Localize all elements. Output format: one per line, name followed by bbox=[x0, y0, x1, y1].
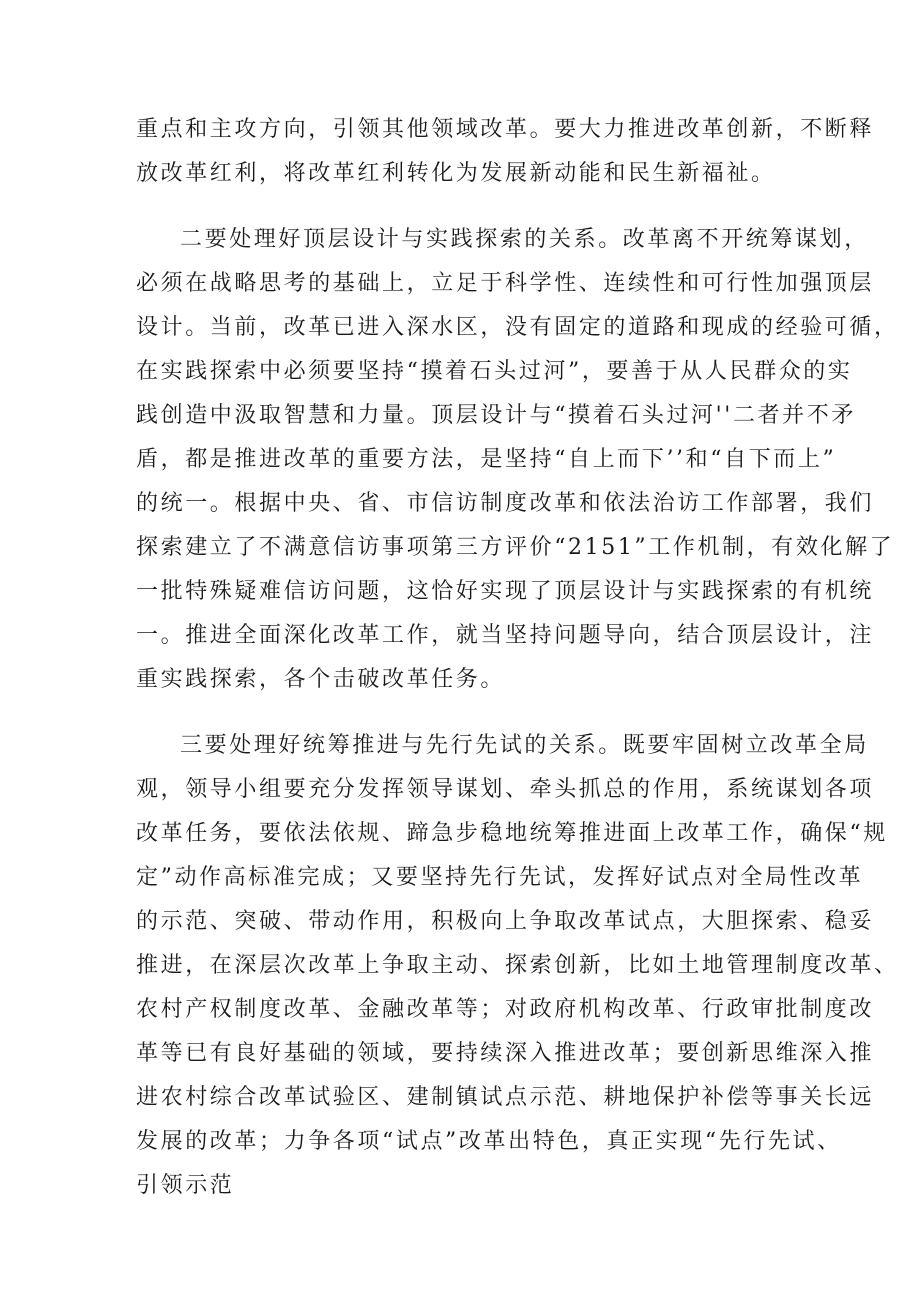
text-line: 在实践探索中必须要坚持“摸着石头过河”，要善于从人民群众的实 bbox=[136, 359, 853, 384]
text-line: 革等已有良好基础的领域，要持续深入推进改革；要创新思维深入推 bbox=[136, 1041, 875, 1066]
text-line: 盾，都是推进改革的重要方法，是坚持“自上而下’’和“自下而上” bbox=[136, 447, 837, 472]
paragraph-start-line: 三要处理好统筹推进与先行先试的关系。既要牢固树立改革全局 bbox=[180, 733, 869, 758]
text-line: 必须在战略思考的基础上，立足于科学性、连续性和可行性加强顶层 bbox=[136, 271, 875, 296]
text-line: 定”动作高标准完成；又要坚持先行先试，发挥好试点对全局性改革 bbox=[136, 865, 864, 890]
paragraph-start-line: 二要处理好顶层设计与实践探索的关系。改革离不开统筹谋划， bbox=[180, 227, 869, 252]
text-line: 的统一。根据中央、省、市信访制度改革和依法治访工作部署，我们 bbox=[136, 491, 875, 516]
text-line: 推进，在深层次改革上争取主动、探索创新，比如土地管理制度改革、 bbox=[136, 953, 899, 978]
text-line: 重实践探索，各个击破改革任务。 bbox=[136, 667, 506, 692]
text-line: 设计。当前，改革已进入深水区，没有固定的道路和现成的经验可循， bbox=[136, 315, 899, 340]
text-line: 引领示范 bbox=[136, 1173, 235, 1198]
text-line: 践创造中汲取智慧和力量。顶层设计与“摸着石头过河''二者并不矛 bbox=[136, 403, 856, 428]
text-line: 发展的改革；力争各项“试点”改革出特色，真正实现“先行先试、 bbox=[136, 1129, 842, 1154]
text-line: 进农村综合改革试验区、建制镇试点示范、耕地保护补偿等事关长远 bbox=[136, 1085, 875, 1110]
text-line: 一。推进全面深化改革工作，就当坚持问题导向，结合顶层设计，注 bbox=[136, 623, 875, 648]
text-line: 农村产权制度改革、金融改革等；对政府机构改革、行政审批制度改 bbox=[136, 997, 875, 1022]
text-line: 重点和主攻方向，引领其他领域改革。要大力推进改革创新，不断释 bbox=[136, 117, 875, 142]
text-line: 改革任务，要依法依规、蹄急步稳地统筹推进面上改革工作，确保“规 bbox=[136, 821, 888, 846]
text-line: 探索建立了不满意信访事项第三方评价“2151”工作机制，有效化解了 bbox=[136, 535, 895, 560]
text-line: 观，领导小组要充分发挥领导谋划、牵头抓总的作用，系统谋划各项 bbox=[136, 777, 875, 802]
text-line: 的示范、突破、带动作用，积极向上争取改革试点，大胆探索、稳妥 bbox=[136, 909, 875, 934]
text-line: 一批特殊疑难信访问题，这恰好实现了顶层设计与实践探索的有机统 bbox=[136, 579, 875, 604]
text-line: 放改革红利，将改革红利转化为发展新动能和民生新福祉。 bbox=[136, 161, 776, 186]
